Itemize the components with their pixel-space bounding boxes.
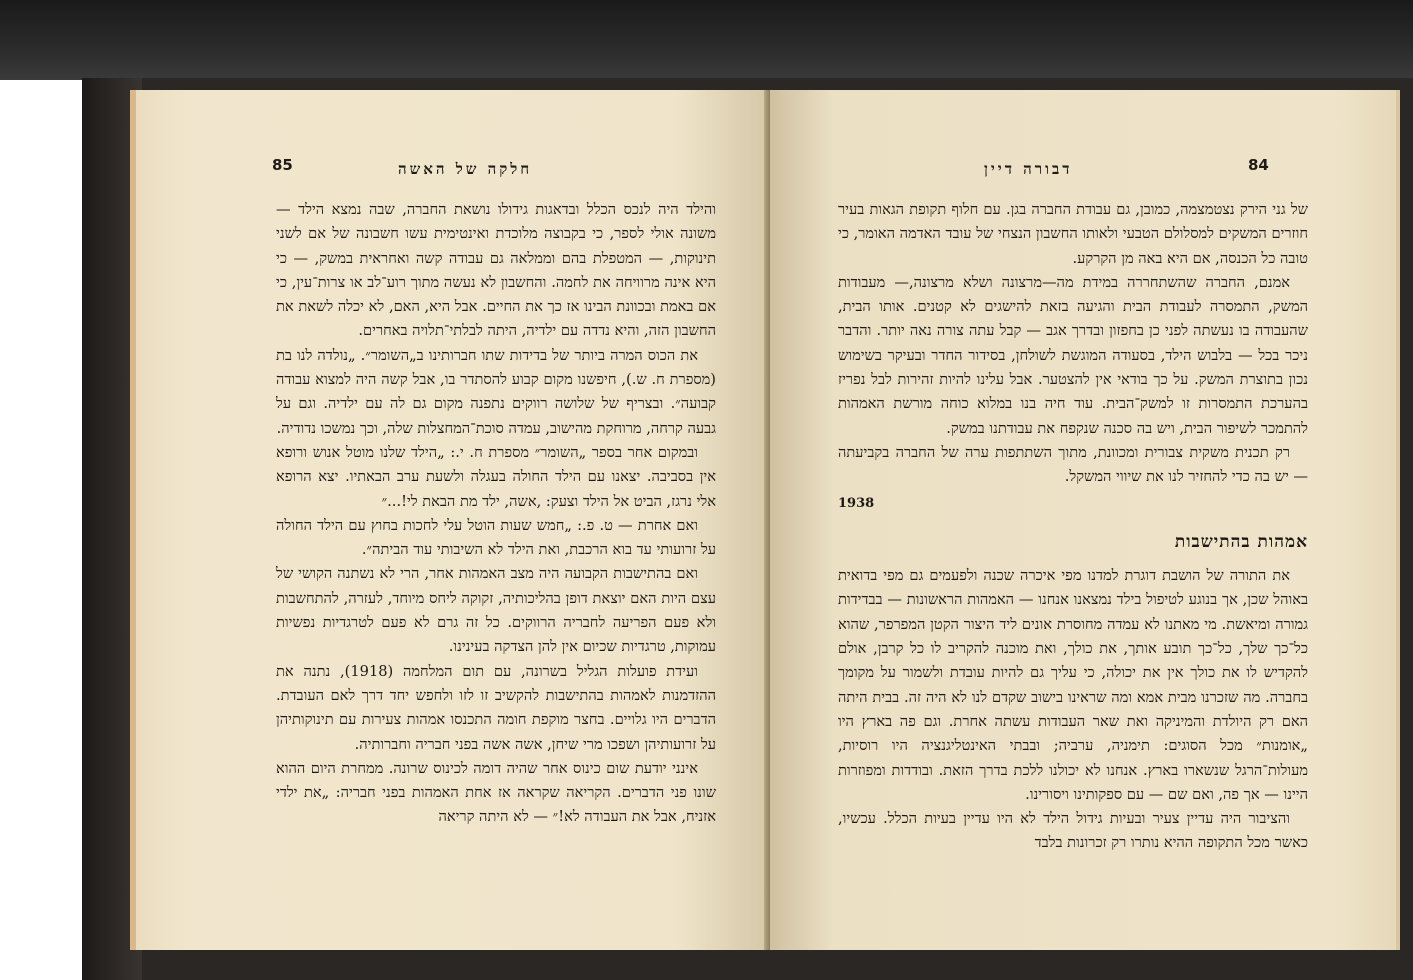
paragraph: את הכוס המרה ביותר של בדידות שתו חברותינו ב„השומר״. „נולדה לנו בת (מספרת ח. ש.), חיפשנו מקום קבוע להסתדר בו, אבל קשה היה למצוא עבודה קבועה״. ובצריף של שלושה רווקים נתפנה מקום גם לה עם ילדיה. וגם על גבעה קרחה, מרוחקת מהישוב, עמדה סוכת־המחצלות שלה, וכך נמשכו נדודיה.: [276, 346, 716, 437]
article-year: 1938: [838, 495, 875, 511]
scanner-shadow-top: [0, 0, 1413, 80]
left-page: [130, 90, 768, 950]
paragraph: ועידת פועלות הגליל בשרונה, עם תום המלחמה (1918), נתנה את ההזדמנות לאמהות בהתישבות להקשיב זו לזו ולחפש יחד דרך לאם העובדת. הדברים היו גלויים. בחצר מוקפת חומה התכנסו אמהות צעירות עם תינוקותיהן על זרועותיהן ושפכו מרי שיחן, אשה אשה בפני חבריה וחברותיה.: [276, 662, 716, 753]
left-page-body: [276, 198, 716, 830]
paragraph: ואם בהתישבות הקבועה היה מצב האמהות אחר, הרי לא נשתנה הקושי של עצם היות האם יוצאת דופן בהליכותיה, זקוקה ליחס מיוחד, לעזרה, להתחשבות ולא פעם הפריעה לחבריה הרווקים. כל זה גרם לא פעם לטרגדיות נפשיות עמוקות, טרגדיות שכיום אין להן הצדקה בעינינו.: [276, 565, 716, 656]
paragraph: אמנם, החברה שהשתחררה במידת מה—מרצונה ושלא מרצונה,— מעבודות המשק, התמסרה לעבודת הבית והגיעה בזאת להישגים לא קטנים. אותו הבית, שהעבודה בו נעשתה לפני כן בחפזון ובדרך אגב — קבל עתה צורה נאה יותר. והדבר ניכר בכל — בלבוש הילד, בסעודה המוגשת לשולחן, בסידור החדר ובעיקר בשימוש נכון בתוצרת המשק. על כך בודאי אין להצטער. אבל עלינו להיות זהירות לבל נפריז בהערכת התמסרות זו למשק־הבית. עוד חיה בנו במלוא כוחה מורשת האמהות להתמכר לשיפור הבית, ויש בה סכנה שנקפח את עבודתנו במשק.: [838, 273, 1308, 437]
right-page: [770, 90, 1400, 950]
page-number-left: 85: [272, 156, 293, 174]
right-page-body: [838, 198, 1308, 856]
page-number-right: 84: [1248, 156, 1269, 174]
paragraph: אינני יודעת שום כינוס אחר שהיה דומה לכינוס שרונה. ממחרת היום ההוא שונו פני הדברים. הקריאה שקראה אז אחת האמהות בפני חבריה: „את ילדי אזניח, אבל את העבודה לא!״ — לא היתה קריאה: [276, 759, 716, 826]
paragraph: רק תכנית משקית צבורית ומכוונת, מתוך השתתפות ערה של החברה בקביעתה — יש בה כדי להחזיר לנו את שיווי המשקל.: [838, 443, 1308, 486]
paragraph: את התורה של הושבת דוגרת למדנו מפי איכרה שכנה ולפעמים גם מפי בדואית באוהל שכן, אך בנוגע לטיפול בילד נמצאנו אנחנו — האמהות הראשונות — בבדידות גמורה ומיאשת. מי מאתנו לא עמדה מחוסרת אונים ליד היצור הקטן המפרפר, שהוא כל־כך שלך, כל־כך תובע אותך, את כולך, ואת מוכנה להקריב לו כל קרבן, אולם להקדיש לו את כולך אין את יכולה, כי עליך גם להיות עובדת ולשמור על מקומך בחברה. מה שזכרנו מבית אמא ומה שראינו בישוב שקדם לנו לא היה זה. בבית היתה האם רק היולדת והמיניקה ואת שאר העבודות עשתה אחרת. וגם פה בארץ היו „אומנות״ מכל הסוגים: תימניה, ערביה; ובבתי האינטליגנציה היו רוסיות, מעולות־הרגל שנשארו בארץ. אנחנו לא יכולנו ללכת בדרך הזאת. ובודדות ומפוזרות היינו — אך פה, ואם שם — עם ספקותינו ויסורינו.: [838, 567, 1308, 803]
section-title: אמהות בהתישבות: [1174, 531, 1308, 552]
running-header-right: דבורה דיין: [984, 160, 1073, 178]
paragraph: והילד היה לנכס הכלל ובדאגות גידולו נושאת החברה, שבה נמצא הילד — משונה אולי לספר, כי בקבוצה מלוכדת ואינטימית עשו חשבונה של אם לשני תינוקות, — המטפלת בהם וממלאה גם עבודה קשה ואחראית במשק, — כי היא אינה מרוויחה את לחמה. והחשבון לא נעשה מתוך רוע־לב או צרות־עין, כי אם באמת ובכוונת הבינו אז כך את החיים. אבל היא, האם, לא יכלה לשאת את החשבון הזה, והיא נדדה עם ילדיה, היתה לבלתי־תלויה באחרים.: [276, 201, 716, 340]
running-header-left: חלקה של האשה: [398, 160, 533, 178]
paragraph: והציבור היה עדיין צעיר ובעיות גידול הילד לא היו עדיין בעיות הכלל. עכשיו, כאשר מכל התקופה ההיא נותרו רק זכרונות בלבד: [838, 810, 1308, 852]
paragraph: של גני הירק נצטמצמה, כמובן, גם עבודת החברה בגן. עם חלוף תקופת הגאות בעיר חוזרים המשקים למסלולם הטבעי ולאותו החשבון הנצחי של עובד האדמה האומר, כי טובה כל הכנסה, אם היא באה מן הקרקע.: [838, 201, 1308, 267]
paragraph: ובמקום אחר בספר „השומר״ מספרת ח. י.: „הילד שלנו מוטל אנוש ורופא אין בסביבה. יצאנו עם הילד החולה בעגלה ולשעת ערב הבאתיו. יצא הרופא אלי נרגז, הביט אל הילד וצעק: ,אשה, ילד מת הבאת לי!...״: [276, 443, 716, 510]
paragraph: ואם אחרת — ט. פ.: „חמש שעות הוטל עלי לחכות בחוץ עם הילד החולה על זרועותי עד בוא הרכבת, ואת הילד לא השיבותי עוד הביתה״.: [276, 516, 716, 559]
